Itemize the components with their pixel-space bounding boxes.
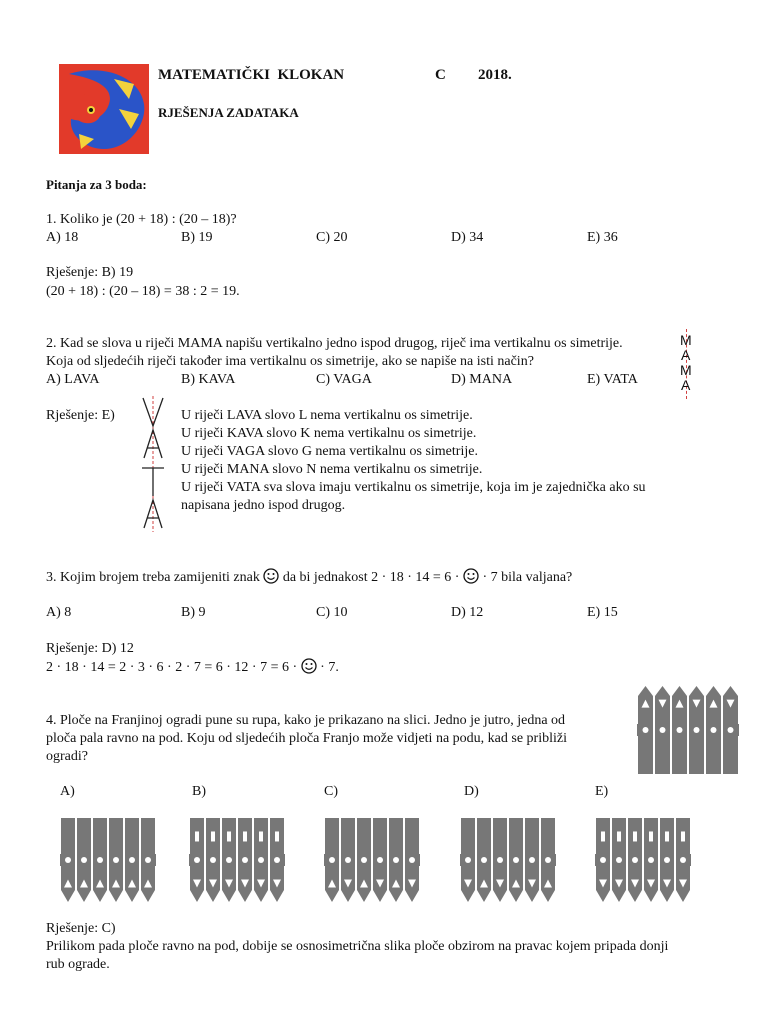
q2-line-3: U riječi VAGA slovo G nema vertikalnu os simetrije. (181, 444, 478, 459)
q2-option-e: E) VATA (587, 372, 638, 387)
q2-answer: Rješenje: E) (46, 408, 115, 423)
q3-question-part-c: · 7 bila valjana? (482, 570, 573, 585)
vertical-word-mama (676, 333, 698, 401)
fence-slot-hole (601, 831, 605, 841)
fence-gap (268, 848, 270, 872)
q3-explanation-part-b: · 7. (320, 660, 339, 675)
fence-hole (728, 727, 734, 733)
fence-gap (355, 848, 357, 872)
q4-question-line3: ogradi? (46, 749, 88, 764)
q1-option-c: C) 20 (316, 230, 348, 245)
q3-explanation (46, 658, 339, 680)
category-label: C (435, 67, 446, 83)
fence-hole (145, 857, 151, 863)
fence-option-c (324, 818, 420, 902)
fence-hole (194, 857, 200, 863)
document-title: MATEMATIČKI KLOKAN (158, 67, 345, 83)
section-heading: Pitanja za 3 boda: (46, 177, 147, 192)
fence-gap (670, 718, 672, 742)
fence-hole (81, 857, 87, 863)
fence-gap (610, 848, 612, 872)
q2-question-line2: Koja od sljedećih riječi također ima vertikalnu os simetrije, ako se napiše na isti način? (46, 354, 534, 369)
fence-gap (704, 718, 706, 742)
fence-hole (129, 857, 135, 863)
q3-option-c: C) 10 (316, 605, 348, 620)
fence-gap (107, 848, 109, 872)
fence-hole (97, 857, 103, 863)
q4-option-a: A) (60, 784, 75, 799)
fence-gap (387, 848, 389, 872)
fence-hole (513, 857, 519, 863)
fence-hole (529, 857, 535, 863)
fence-slot-hole (195, 831, 199, 841)
fence-gap (491, 848, 493, 872)
q3-option-e: E) 15 (587, 605, 618, 620)
smiley-icon (301, 658, 317, 680)
fence-gap (642, 848, 644, 872)
smiley-icon (463, 568, 479, 590)
fence-hole (711, 727, 717, 733)
q1-option-d: D) 34 (451, 230, 484, 245)
fence-gap (674, 848, 676, 872)
fence-hole (664, 857, 670, 863)
fence-gap (626, 848, 628, 872)
q2-question-line1: 2. Kad se slova u riječi MAMA napišu vertikalno jedno ispod drugog, riječ ima vertikalnu os simetrije. (46, 336, 623, 351)
fence-slot-hole (633, 831, 637, 841)
fence-option-b (189, 818, 285, 902)
fence-option-d (460, 818, 556, 902)
fence-hole (65, 857, 71, 863)
q2-line-4: U riječi MANA slovo N nema vertikalnu os simetrije. (181, 462, 483, 477)
fence-gap (403, 848, 405, 872)
q4-answer: Rješenje: C) (46, 921, 116, 936)
q4-option-e: E) (595, 784, 609, 799)
q4-question-line1: 4. Ploče na Franjinoj ogradi pune su rupa, kako je prikazano na slici. Jedno je jutro, jedna od (46, 713, 566, 728)
year-label: 2018. (478, 67, 512, 83)
fence-slot-hole (275, 831, 279, 841)
fence-gap (523, 848, 525, 872)
fence-slot-hole (243, 831, 247, 841)
fence-hole (648, 857, 654, 863)
fence-gap (91, 848, 93, 872)
fence-hole (226, 857, 232, 863)
fence-hole (497, 857, 503, 863)
fence-hole (210, 857, 216, 863)
vata-vertical-figure (138, 396, 168, 532)
fence-option-a (60, 818, 156, 902)
fence-gap (687, 718, 689, 742)
fence-hole (643, 727, 649, 733)
fence-hole (377, 857, 383, 863)
fence-hole (393, 857, 399, 863)
q1-question: 1. Koliko je (20 + 18) : (20 – 18)? (46, 212, 237, 227)
q2-option-d: D) MANA (451, 372, 513, 387)
fence-gap (653, 718, 655, 742)
fence-hole (660, 727, 666, 733)
fence-hole (545, 857, 551, 863)
q3-question (46, 568, 572, 590)
fence-hole (481, 857, 487, 863)
fence-gap (539, 848, 541, 872)
q4-option-d: D) (464, 784, 479, 799)
fence-slot-hole (665, 831, 669, 841)
fence-hole (242, 857, 248, 863)
fence-gap (507, 848, 509, 872)
fence-gap (204, 848, 206, 872)
q3-explanation-part-a: 2 · 18 · 14 = 2 · 3 · 6 · 2 · 7 = 6 · 12 · 7 = 6 · (46, 660, 298, 675)
q1-answer: Rješenje: B) 19 (46, 265, 134, 280)
fence-gap (220, 848, 222, 872)
fence-slot-hole (211, 831, 215, 841)
vertical-letter: M (680, 362, 692, 378)
fence-hole (258, 857, 264, 863)
fence-hole (113, 857, 119, 863)
q4-option-b: B) (192, 784, 206, 799)
smiley-icon (263, 568, 279, 590)
fence-hole (274, 857, 280, 863)
fence-gap (139, 848, 141, 872)
fence-gap (236, 848, 238, 872)
fence-hole (345, 857, 351, 863)
q1-option-e: E) 36 (587, 230, 618, 245)
fence-hole (600, 857, 606, 863)
fence-slot-hole (259, 831, 263, 841)
q3-option-b: B) 9 (181, 605, 206, 620)
fence-hole (409, 857, 415, 863)
fence-gap (658, 848, 660, 872)
q4-option-c: C) (324, 784, 338, 799)
document-subtitle: RJEŠENJA ZADATAKA (158, 105, 299, 120)
fence-gap (123, 848, 125, 872)
q2-option-c: C) VAGA (316, 372, 372, 387)
fence-slot-hole (681, 831, 685, 841)
klokan-logo (59, 64, 149, 154)
fence-hole (465, 857, 471, 863)
q3-option-a: A) 8 (46, 605, 72, 620)
vertical-letter: M (680, 332, 692, 348)
fence-figure-main (637, 686, 739, 774)
q2-option-b: B) KAVA (181, 372, 236, 387)
fence-gap (339, 848, 341, 872)
q4-explanation-line2: rub ograde. (46, 957, 110, 972)
fence-slot-hole (649, 831, 653, 841)
fence-hole (616, 857, 622, 863)
fence-hole (329, 857, 335, 863)
q2-line-6: napisana jedno ispod drugog. (181, 498, 346, 513)
q3-question-part-b: da bi jednakost 2 · 18 · 14 = 6 · (282, 570, 460, 585)
q1-explanation: (20 + 18) : (20 – 18) = 38 : 2 = 19. (46, 284, 240, 299)
fence-hole (361, 857, 367, 863)
fence-slot-hole (227, 831, 231, 841)
fence-gap (75, 848, 77, 872)
fence-hole (677, 727, 683, 733)
vertical-letter: A (681, 347, 691, 363)
q2-line-5: U riječi VATA sva slova imaju vertikalnu os simetrije, koja im je zajednička ako su (181, 480, 646, 495)
q3-answer: Rješenje: D) 12 (46, 641, 134, 656)
q1-option-b: B) 19 (181, 230, 213, 245)
fence-hole (694, 727, 700, 733)
q2-option-a: A) LAVA (46, 372, 100, 387)
q1-option-a: A) 18 (46, 230, 79, 245)
fence-hole (680, 857, 686, 863)
q2-line-1: U riječi LAVA slovo L nema vertikalnu os simetrije. (181, 408, 473, 423)
fence-gap (721, 718, 723, 742)
q2-line-2: U riječi KAVA slovo K nema vertikalnu os simetrije. (181, 426, 477, 441)
vertical-letter: A (681, 377, 691, 393)
fence-option-e (595, 818, 691, 902)
q4-explanation-line1: Prilikom pada ploče ravno na pod, dobije se osnosimetrična slika ploče obzirom na pravac kojem pripada donji (46, 939, 669, 954)
q4-question-line2: ploča pala ravno na pod. Koju od sljedećih ploča Franjo može vidjeti na podu, kad se približi (46, 731, 567, 746)
fence-slot-hole (617, 831, 621, 841)
fence-gap (475, 848, 477, 872)
fence-hole (632, 857, 638, 863)
q3-option-d: D) 12 (451, 605, 484, 620)
fence-gap (252, 848, 254, 872)
fence-gap (371, 848, 373, 872)
q3-question-part-a: 3. Kojim brojem treba zamijeniti znak (46, 570, 260, 585)
